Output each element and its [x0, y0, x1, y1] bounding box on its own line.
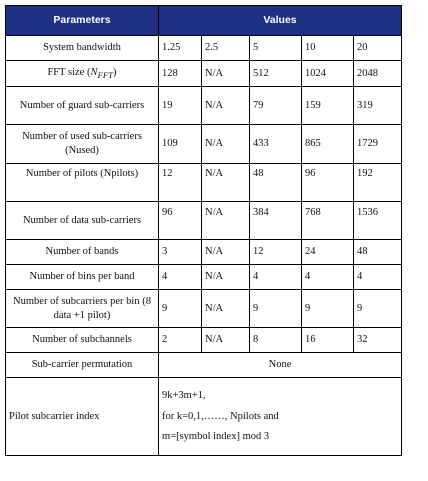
value-cell: 20 [354, 36, 402, 61]
pilot-formula-line: for k=0,1,……, Npilots and [162, 410, 279, 422]
param-fft-size-suffix: ) [113, 66, 117, 78]
header-values: Values [159, 6, 402, 36]
parameters-table [5, 5, 402, 456]
value-cell: 48 [354, 240, 402, 265]
value-cell: 5 [250, 36, 302, 61]
value-cell: 96 [159, 202, 202, 240]
table-row [6, 328, 402, 353]
table-row [6, 290, 402, 328]
value-cell: 12 [250, 240, 302, 265]
value-cell: N/A [202, 240, 250, 265]
param-guard-subcarriers: Number of guard sub-carriers [6, 87, 159, 125]
param-fft-size-symbol: N [90, 66, 98, 78]
table-row [6, 378, 402, 456]
value-cell: 4 [250, 265, 302, 290]
value-cell: 4 [159, 265, 202, 290]
header-row [6, 6, 402, 36]
table-row [6, 240, 402, 265]
value-cell: 319 [354, 87, 402, 125]
value-cell: N/A [202, 265, 250, 290]
param-fft-size [6, 61, 159, 87]
table-row [6, 36, 402, 61]
value-cell: 4 [302, 265, 354, 290]
value-cell: 1.25 [159, 36, 202, 61]
value-cell: 768 [302, 202, 354, 240]
value-cell: 32 [354, 328, 402, 353]
pilot-formula-line: 9k+3m+1, [162, 389, 206, 401]
param-subcarriers-per-bin: Number of subcarriers per bin (8 data +1 pilot) [6, 290, 159, 328]
value-cell: N/A [202, 290, 250, 328]
param-bands: Number of bands [6, 240, 159, 265]
table-row [6, 202, 402, 240]
value-cell: N/A [202, 328, 250, 353]
table-row [6, 353, 402, 378]
value-cell: N/A [202, 61, 250, 87]
value-cell: 159 [302, 87, 354, 125]
value-cell: 384 [250, 202, 302, 240]
param-bins-per-band: Number of bins per band [6, 265, 159, 290]
value-cell: 1024 [302, 61, 354, 87]
param-data-subcarriers: Number of data sub-carriers [6, 202, 159, 240]
param-pilot-subcarrier-index: Pilot subcarrier index [6, 378, 159, 456]
param-fft-size-subscript: FFT [97, 69, 114, 80]
value-cell: N/A [202, 164, 250, 202]
value-cell: 79 [250, 87, 302, 125]
table-row [6, 164, 402, 202]
value-cell: 1729 [354, 125, 402, 164]
value-cell: 19 [159, 87, 202, 125]
table-row [6, 61, 402, 87]
param-fft-size-prefix: FFT size ( [47, 66, 91, 78]
param-subcarrier-permutation: Sub-carrier permutation [6, 353, 159, 378]
table-row [6, 265, 402, 290]
value-cell: 9 [250, 290, 302, 328]
value-pilot-index [159, 378, 402, 456]
value-cell: 16 [302, 328, 354, 353]
value-cell: 1536 [354, 202, 402, 240]
value-cell: 48 [250, 164, 302, 202]
table-row [6, 125, 402, 164]
value-cell: 2.5 [202, 36, 250, 61]
value-cell: 10 [302, 36, 354, 61]
value-cell: 2 [159, 328, 202, 353]
param-subchannels: Number of subchannels [6, 328, 159, 353]
value-cell: N/A [202, 202, 250, 240]
value-cell: 9 [354, 290, 402, 328]
header-parameters: Parameters [6, 6, 159, 36]
value-cell: 192 [354, 164, 402, 202]
value-cell: 12 [159, 164, 202, 202]
value-cell: 865 [302, 125, 354, 164]
value-cell: N/A [202, 87, 250, 125]
pilot-formula-line: m=[symbol index] mod 3 [162, 431, 270, 443]
value-cell: 24 [302, 240, 354, 265]
value-cell: 3 [159, 240, 202, 265]
value-cell: 512 [250, 61, 302, 87]
param-pilots: Number of pilots (Npilots) [6, 164, 159, 202]
value-cell: 2048 [354, 61, 402, 87]
value-cell: 433 [250, 125, 302, 164]
value-permutation: None [159, 353, 402, 378]
value-cell: 128 [159, 61, 202, 87]
param-used-subcarriers: Number of used sub-carriers (Nused) [6, 125, 159, 164]
param-system-bandwidth: System bandwidth [6, 36, 159, 61]
value-cell: 4 [354, 265, 402, 290]
value-cell: 9 [302, 290, 354, 328]
table-row [6, 87, 402, 125]
value-cell: N/A [202, 125, 250, 164]
value-cell: 109 [159, 125, 202, 164]
value-cell: 8 [250, 328, 302, 353]
value-cell: 96 [302, 164, 354, 202]
value-cell: 9 [159, 290, 202, 328]
